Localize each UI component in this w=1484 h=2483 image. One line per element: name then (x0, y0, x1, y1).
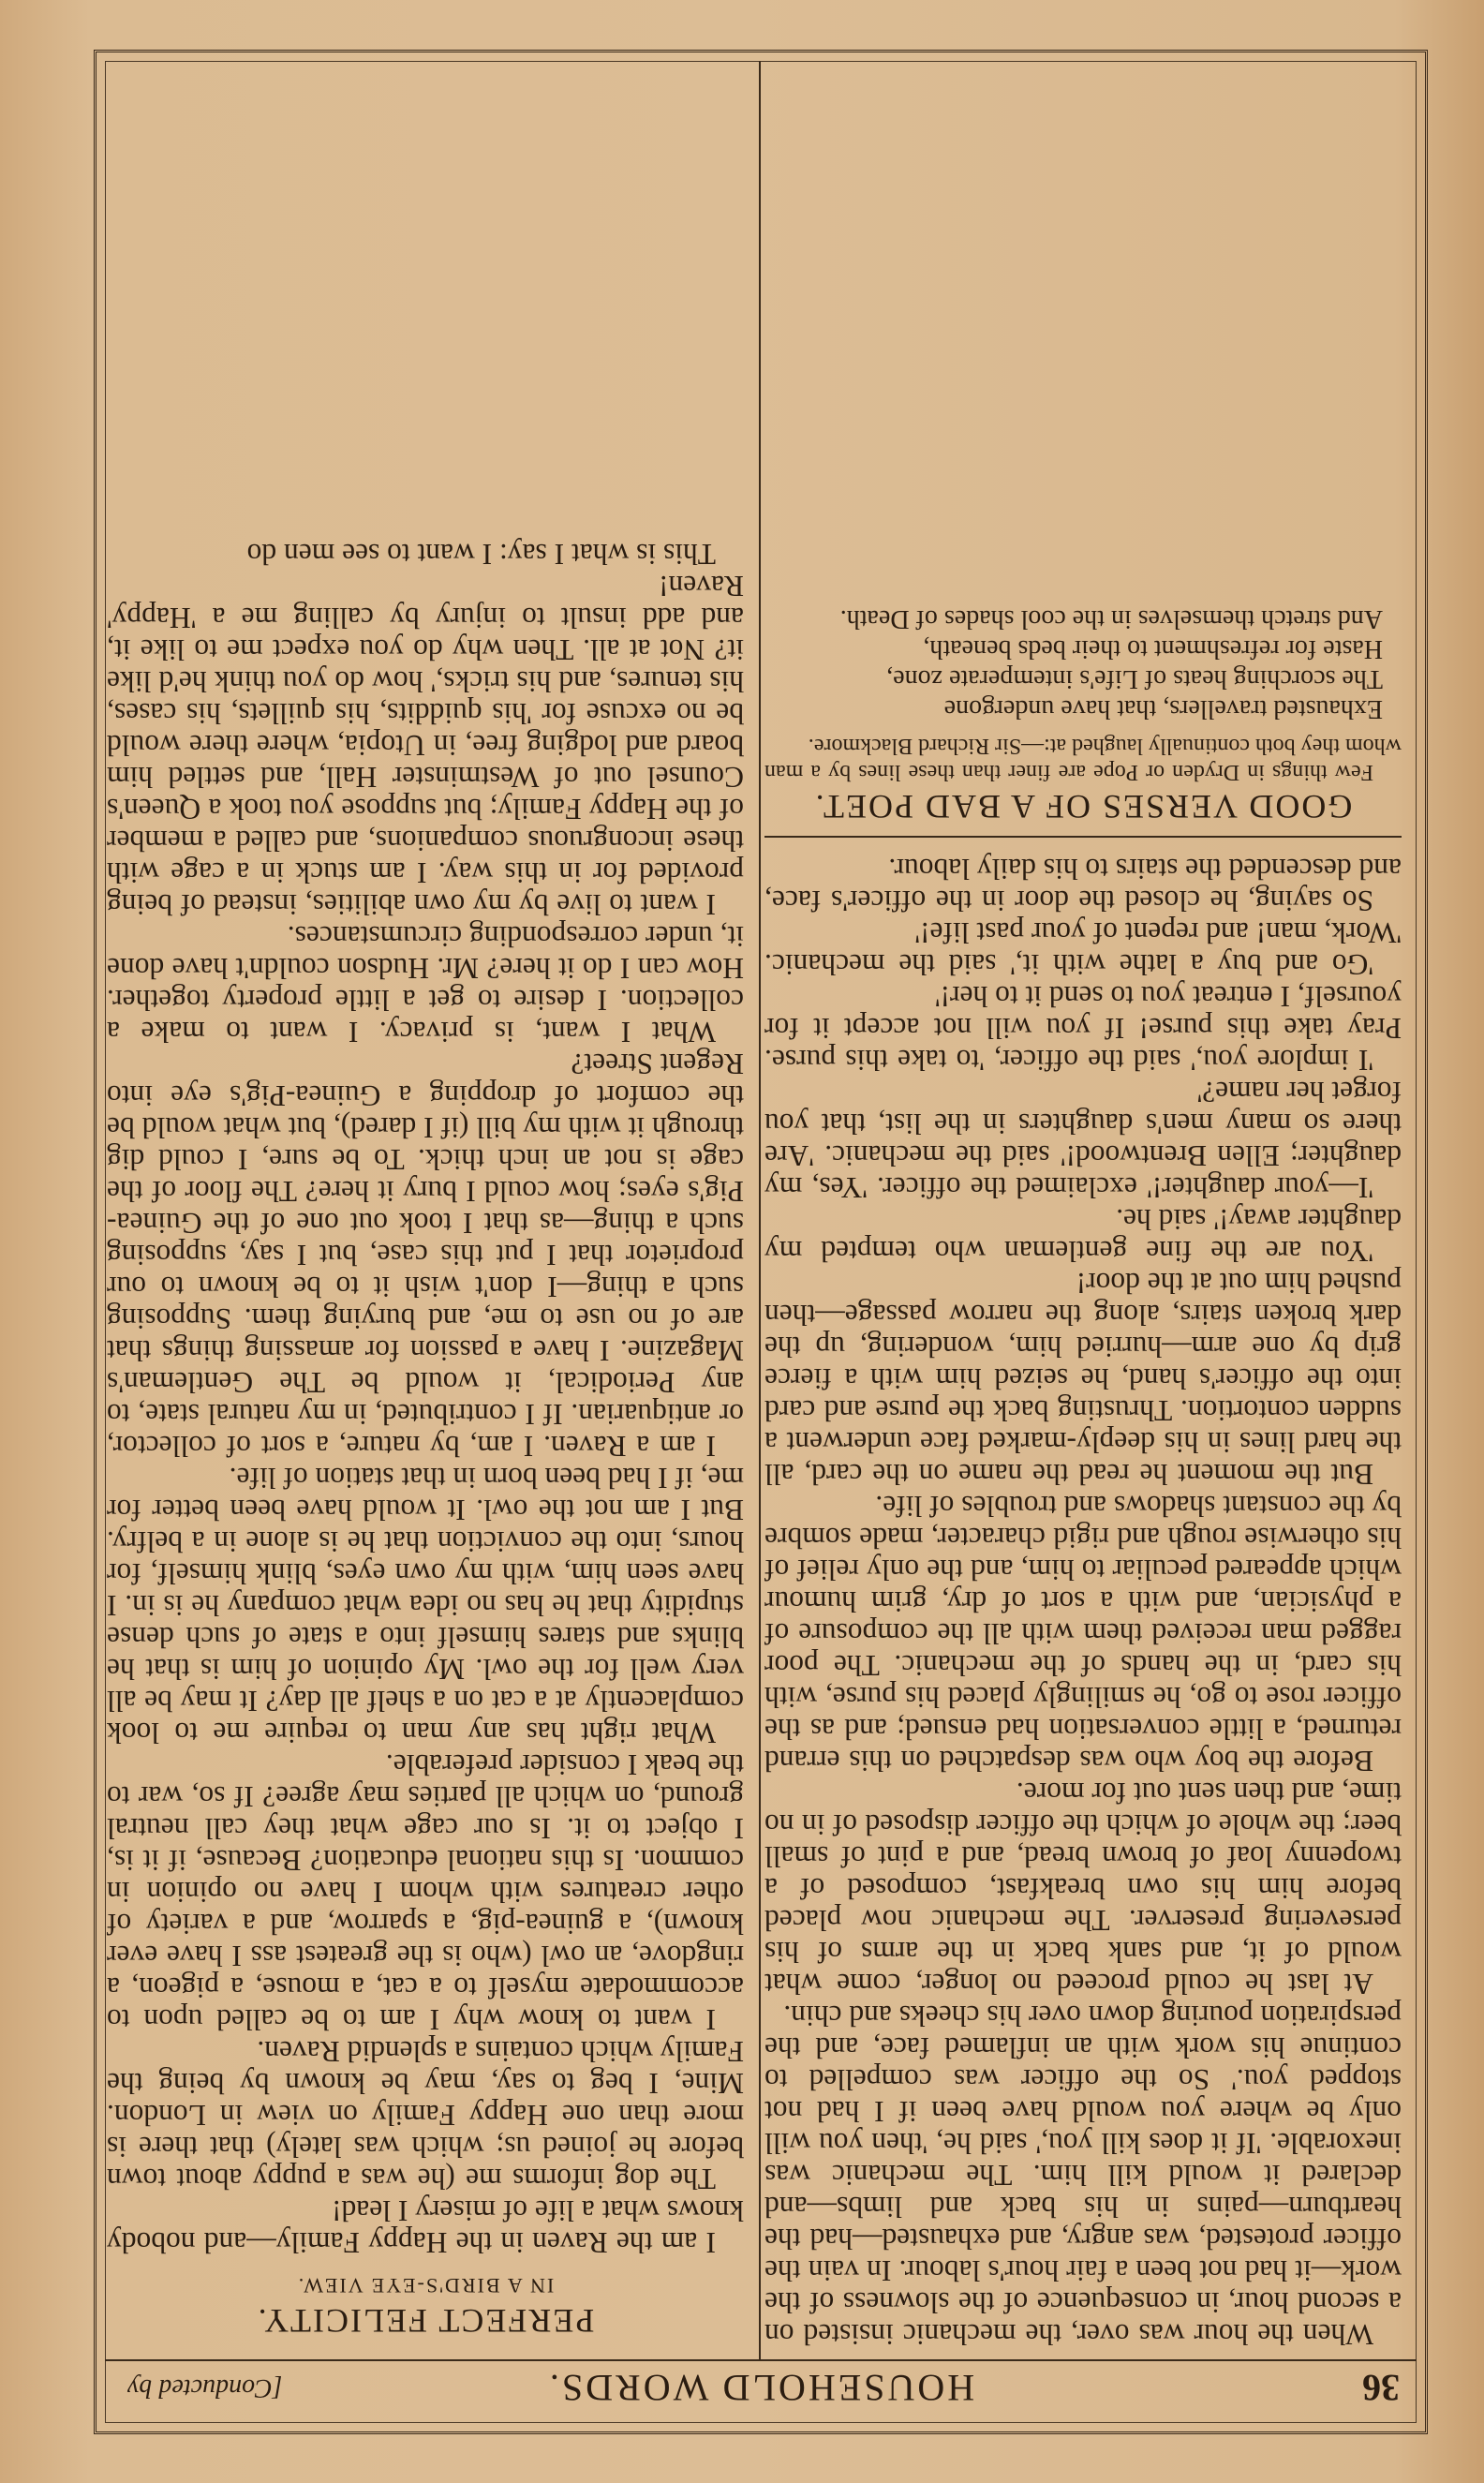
paragraph: This is what I say: I want to see men do (246, 538, 716, 571)
paragraph: 'I implore you,' said the officer, 'to take this purse. Pray take this purse! If you will not accept it for yourself, I entreat you to send it to her!' (764, 980, 1402, 1077)
page-header (105, 2359, 1417, 2421)
paragraph: At last he could proceed no longer, come what would of it, and sank back in the arms of his persevering preserver. The mechanic now placed before him his own breakfast, composed of a twopenny loaf of brown bread, and a pint of small beer; the whole of which the officer disposed of in no time, and then sent out for more. (764, 1777, 1402, 2000)
conducted-by: [Conducted by (127, 2373, 283, 2402)
article-subtitle: IN A BIRD'S-EYE VIEW. (296, 2274, 555, 2297)
paragraph: What I want, is privacy. I want to make a collection. I desire to get a little property together. How can I do it here? Mr. Hudson couldn't have done it, under corresponding circumstances. (107, 920, 744, 1048)
paragraph: Before the boy who was despatched on this errand returned, a little conversation had ensued; and as the officer rose to go, he smilingly placed his purse, with his card, in the hands of the mechanic. The poor ragged man received them with all the composure of a physician, and with a sort of dry, grim humour which appeared peculiar to him, and the only relief of his otherwise rough and rigid character, made sombre by the constant shadows and troubles of life. (764, 1490, 1402, 1777)
paragraph: 'I—your daughter!' exclaimed the officer. 'Yes, my daughter; Ellen Brentwood!' said the mechanic. 'Are there so many men's daughters in the list, that you forget her name?' (764, 1076, 1402, 1204)
paragraph: 'Go and buy a lathe with it,' said the mechanic. 'Work, man! and repent of your past life!' (764, 916, 1402, 981)
verse-line: Haste for refreshment to their beds beneath, (923, 634, 1383, 663)
paragraph: So saying, he closed the door in the officer's face, and descended the stairs to his daily labour. (764, 853, 1402, 917)
paragraph: But the moment he read the name on the card, all the hard lines in his deeply-marked face underwent a sudden contortion. Thrusting back the purse and card into the officer's hand, he seized him with a fierce grip by one arm—hurried him, wondering, up the dark broken stairs, along the narrow passage—then pushed him out at the door! (764, 1267, 1402, 1491)
paragraph: 'You are the fine gentleman who tempted my daughter away!' said he. (764, 1203, 1402, 1268)
paragraph: When the hour was over, the mechanic insisted on a second hour, in consequence of the slowness of the work—it had not been a fair hour's labour. In vain the officer protested, was angry, and exhausted—had the heartburn—pains in his back and limbs—and declared it would kill him. The mechanic was inexorable. 'If it does kill you,' said he, 'then you will only be where you would have been if I had not stopped you.' So the officer was compelled to continue his work with an inflamed face, and the perspiration pouring down over his cheeks and chin. (764, 2000, 1402, 2351)
article-rule (764, 836, 1402, 838)
poem-verse (764, 603, 1402, 723)
paragraph: I want to live by my own abilities, instead of being provided for in this way. I am stuck in a cage with these incongruous companions, and called a member of the Happy Family; but suppose you took a Queen's Counsel out of Westminster Hall, and settled him board and lodging free, in Utopia, where there would be no excuse for 'his quiddits, his quillets, his cases, his tenures, and his tricks,' how do you think he'd like it? Not at all. Then why do you expect me to like it, and add insult to injury by calling me a 'Happy' Raven! (107, 570, 744, 921)
column-divider (759, 61, 761, 2361)
paragraph: What right has any man to require me to look complacently at a cat on a shelf all day? It may be all very well for the owl. My opinion of him is that he blinks and stares himself into a state of such dense stupidity that he has no idea what company he is in. I have seen him, with my own eyes, blink himself, for hours, into the conviction that he is alone in a belfry. But I am not the owl. It would have been better for me, if I had been born in that station of life. (107, 1462, 744, 1749)
right-column (107, 538, 744, 2350)
verse-line: And stretch themselves in the cool shades of Death. (839, 604, 1383, 633)
poem-title: GOOD VERSES OF A BAD POET. (813, 788, 1353, 825)
verse-line: The scorching heats of Life's intemperate zone, (886, 664, 1383, 693)
paragraph: The dog informs me (he was a puppy about town before he joined us; which was lately) that there is more than one Happy Family on view in London. Mine, I beg to say, may be known by being the Family which contains a splendid Raven. (107, 2035, 744, 2195)
poem-note: Few things in Dryden or Pope are finer than these lines by a man whom they both continually laughed at:—Sir Richard Blackmore. (764, 734, 1402, 784)
paragraph: I am a Raven. I am, by nature, a sort of collector, or antiquarian. If I contributed, in my natural state, to any Periodical, it would be The Gentleman's Magazine. I have a passion for amassing things that are of no use to me, and burying them. Supposing such a thing—I don't wish it to be known to our proprietor that I put this case, but I say, supposing such a thing—as that I took out one of the Guinea-Pig's eyes; how could I bury it here? The floor of the cage is not an inch thick. To be sure, I could dig through it with my bill (if I dared), but what would be the comfort of dropping a Guinea-Pig's eye into Regent Street? (107, 1048, 744, 1463)
verse-line: Exhausted travellers, that have undergone (943, 694, 1383, 723)
left-column (764, 603, 1402, 2350)
article-title: PERFECT FELICITY. (256, 2302, 595, 2340)
running-title: HOUSEHOLD WORDS. (546, 2367, 975, 2409)
paragraph: I want to know why I am to be called upon to accommodate myself to a cat, a mouse, a pigeon, a ringdove, an owl (who is the greatest ass I have ever known), a guinea-pig, a sparrow, and a variety of other creatures with whom I have no opinion in common. Is this national education? Because, if it is, I object to it. Is our cage what they call neutral ground, on which all parties may agree? If so, war to the beak I consider preferable. (107, 1748, 744, 2036)
paragraph: I am the Raven in the Happy Family—and nobody knows what a life of misery I lead! (107, 2194, 744, 2259)
page-number: 36 (1362, 2367, 1400, 2409)
